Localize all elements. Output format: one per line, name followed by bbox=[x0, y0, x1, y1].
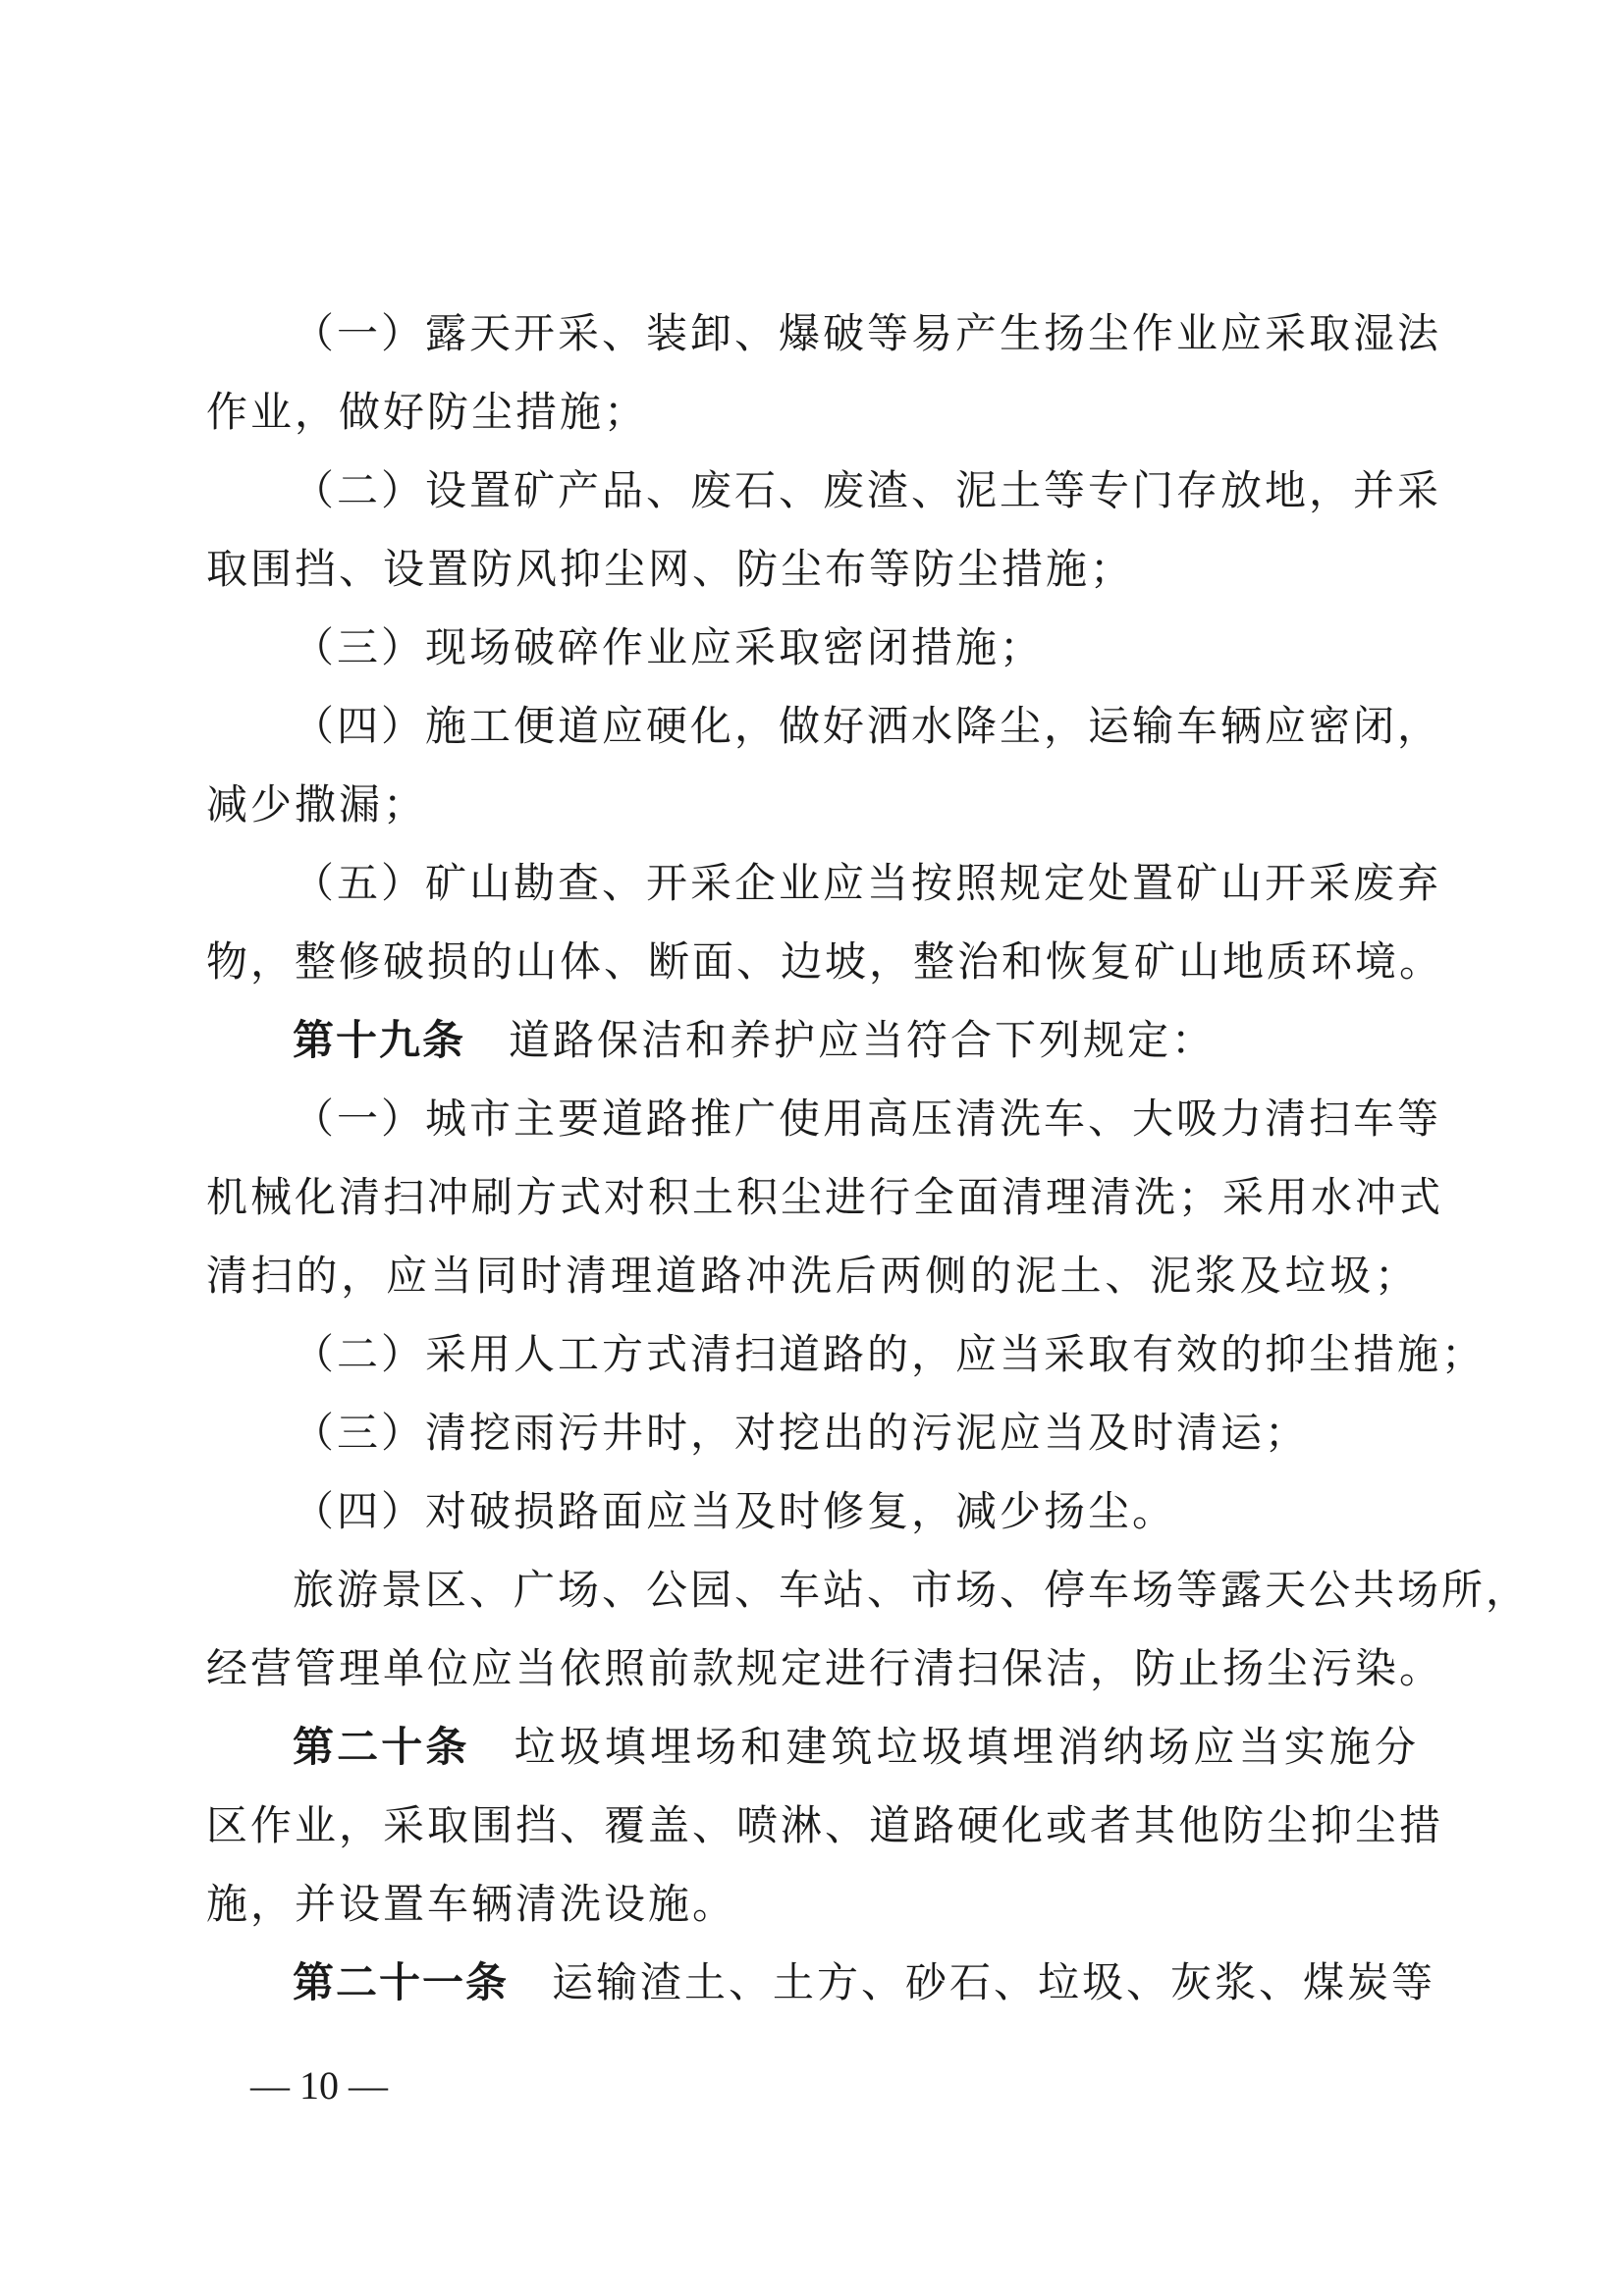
article-19-heading bbox=[206, 1001, 1419, 1080]
article-21-label: 第二十一条 bbox=[293, 1958, 510, 2006]
article-20-label: 第二十条 bbox=[293, 1723, 470, 1771]
item-2-line-2: 取围挡、设置防风抑尘网、防尘布等防尘措施； bbox=[206, 545, 1135, 593]
article-19-item-2-line-1: （二）采用人工方式清扫道路的，应当采取有效的抑尘措施； bbox=[293, 1330, 1487, 1378]
article-19-item-1-line-1: （一）城市主要道路推广使用高压清洗车、大吸力清扫车等 bbox=[293, 1095, 1442, 1143]
article-19-item-1-line-3: 清扫的，应当同时清理道路冲洗后两侧的泥土、泥浆及垃圾； bbox=[206, 1252, 1419, 1300]
article-19-text: 道路保洁和养护应当符合下列规定： bbox=[509, 1016, 1217, 1064]
article-19-label: 第十九条 bbox=[293, 1016, 466, 1064]
item-1-line-1: （一）露天开采、装卸、爆破等易产生扬尘作业应采取湿法 bbox=[293, 309, 1442, 357]
item-3-line-1: （三）现场破碎作业应采取密闭措施； bbox=[293, 623, 1045, 671]
item-5-line-1: （五）矿山勘查、开采企业应当按照规定处置矿山开采废弃 bbox=[293, 859, 1442, 907]
article-21-text: 运输渣土、土方、砂石、垃圾、灰浆、煤炭等 bbox=[552, 1958, 1436, 2006]
article-19-paragraph-line-1: 旅游景区、广场、公园、车站、市场、停车场等露天公共场所， bbox=[293, 1566, 1531, 1614]
document-body bbox=[206, 294, 1531, 2022]
item-4-line-2: 减少撒漏； bbox=[206, 780, 428, 828]
article-19-item-3-line-1: （三）清挖雨污井时，对挖出的污泥应当及时清运； bbox=[293, 1409, 1310, 1457]
article-19-item-4-line-1: （四）对破损路面应当及时修复，减少扬尘。 bbox=[293, 1487, 1177, 1535]
article-20-line-2: 区作业，采取围挡、覆盖、喷淋、道路硬化或者其他防尘抑尘措 bbox=[206, 1801, 1444, 1849]
article-21-line-1 bbox=[206, 1944, 1436, 2022]
article-20-line-1 bbox=[206, 1708, 1419, 1787]
item-5-line-2: 物，整修破损的山体、断面、边坡，整治和恢复矿山地质环境。 bbox=[206, 937, 1444, 986]
article-19-item-1-line-2: 机械化清扫冲刷方式对积土积尘进行全面清理清洗；采用水冲式 bbox=[206, 1173, 1444, 1221]
article-20-text-1: 垃圾填埋场和建筑垃圾填埋消纳场应当实施分 bbox=[513, 1723, 1419, 1771]
item-4-line-1: （四）施工便道应硬化，做好洒水降尘，运输车辆应密闭， bbox=[293, 702, 1442, 750]
page-number: — 10 — bbox=[250, 2063, 388, 2108]
item-2-line-1: （二）设置矿产品、废石、废渣、泥土等专门存放地，并采 bbox=[293, 466, 1442, 514]
article-19-paragraph-line-2: 经营管理单位应当依照前款规定进行清扫保洁，防止扬尘污染。 bbox=[206, 1644, 1444, 1692]
article-20-line-3: 施，并设置车辆清洗设施。 bbox=[206, 1880, 737, 1928]
item-1-line-2: 作业，做好防尘措施； bbox=[206, 388, 649, 436]
